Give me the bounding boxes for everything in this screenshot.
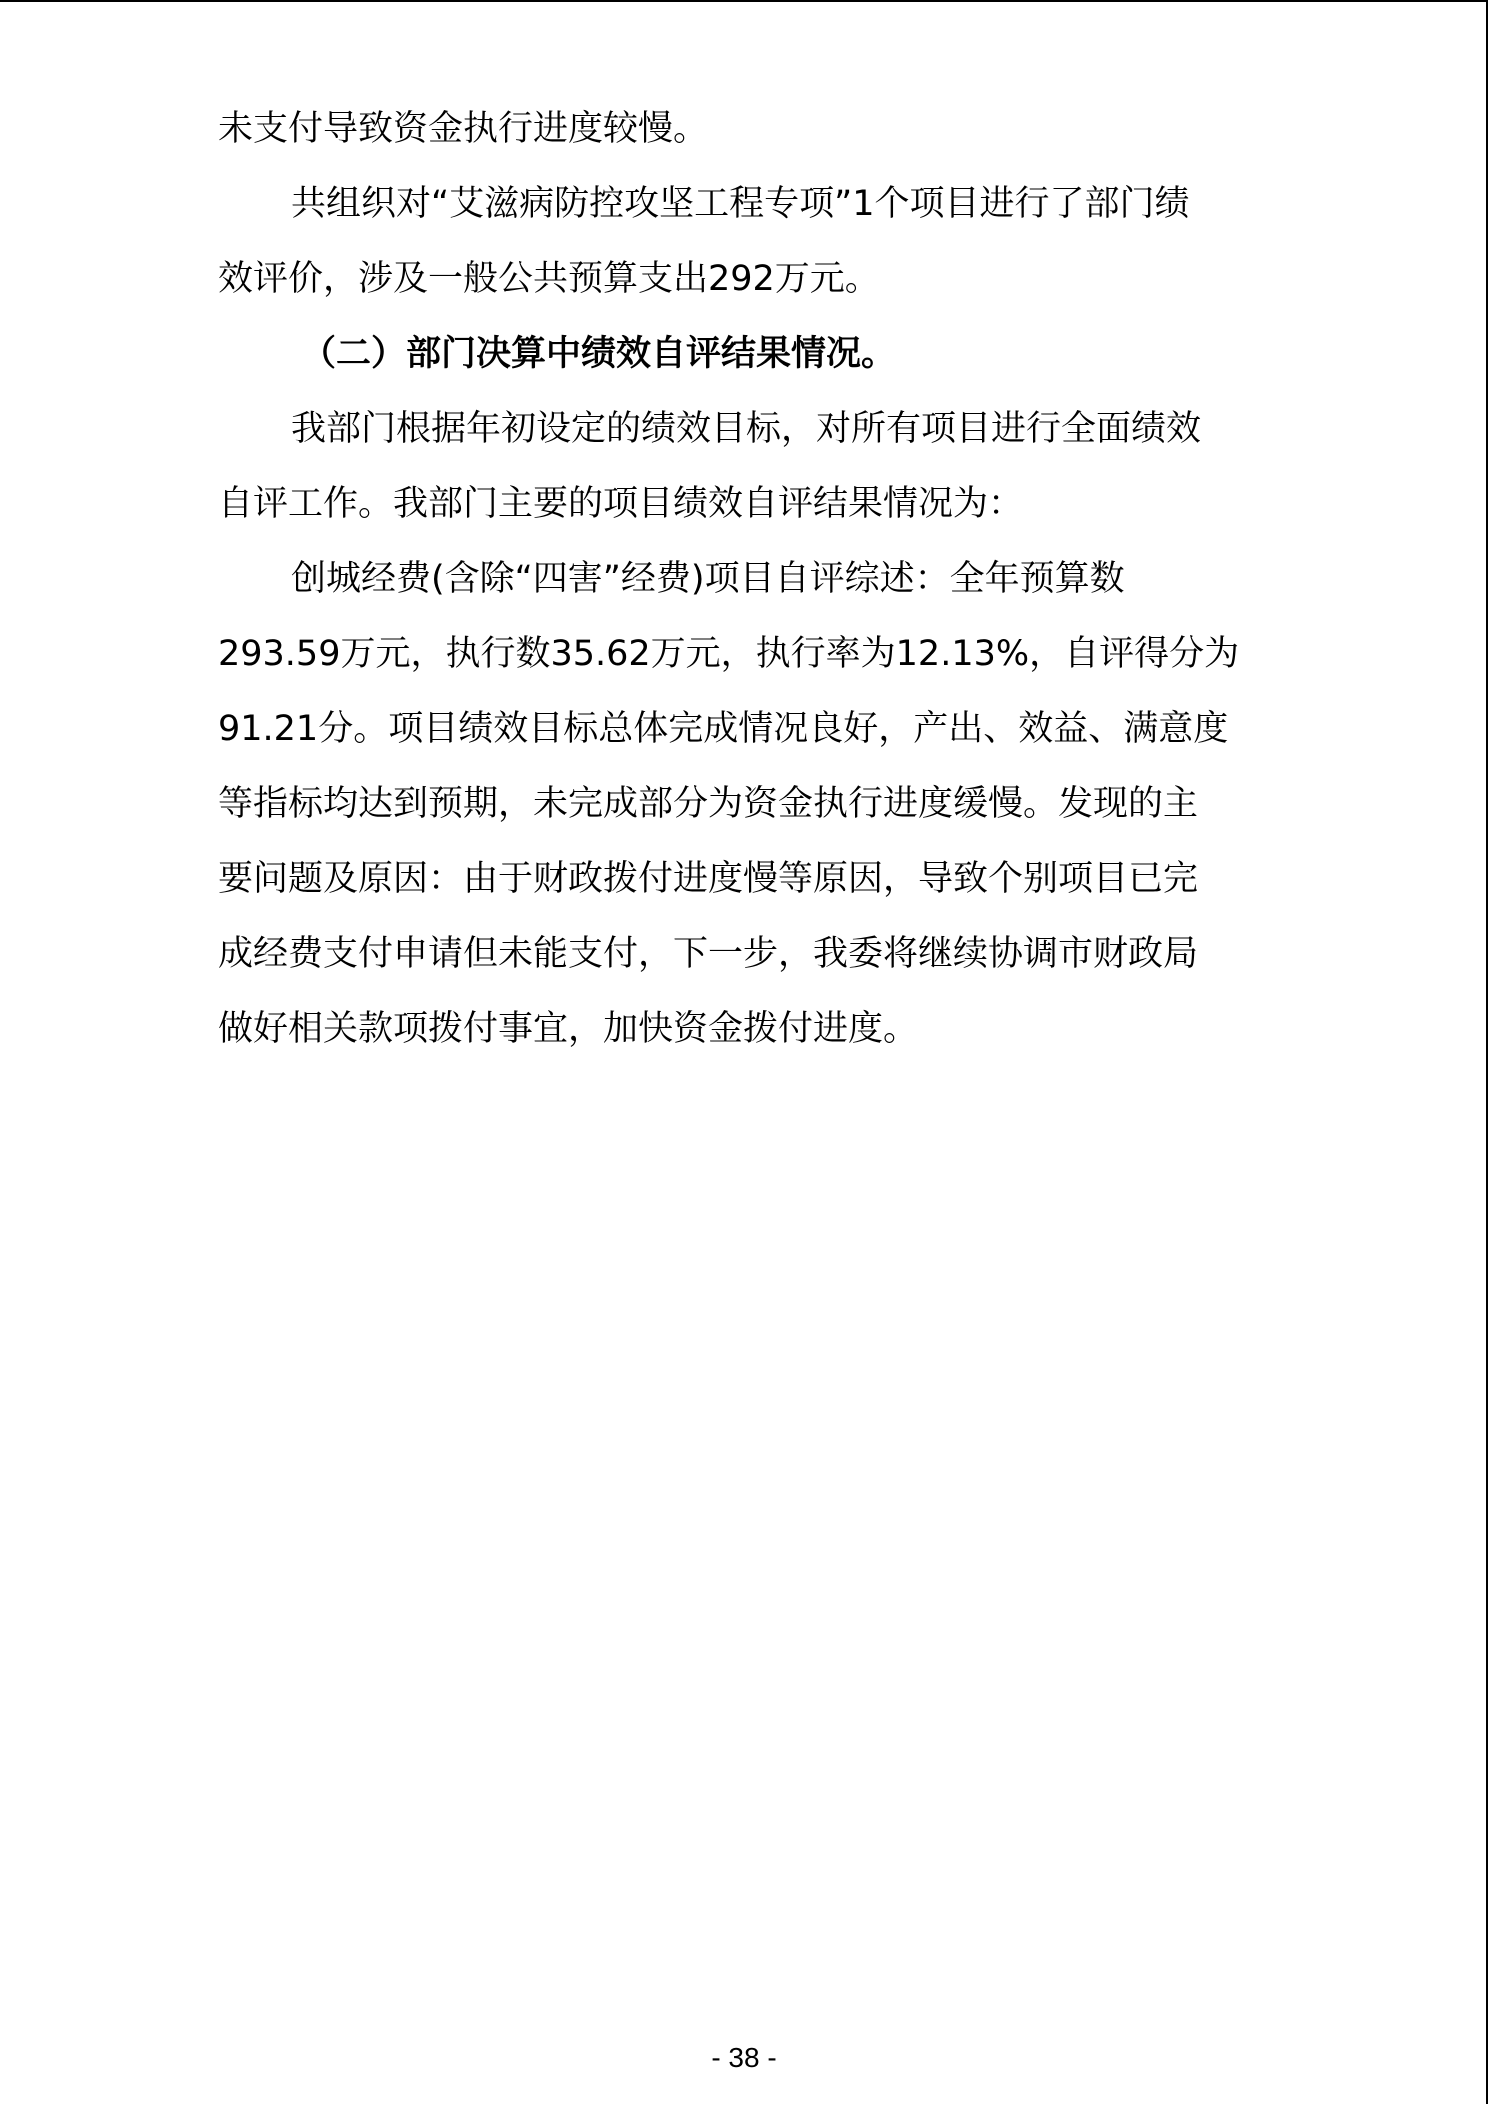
- body-line-3: 效评价，涉及一般公共预算支出292万元。: [218, 259, 880, 299]
- body-line-5: 我部门根据年初设定的绩效目标，对所有项目进行全面绩效: [291, 409, 1202, 449]
- body-line-2: 共组织对“艾滋病防控攻坚工程专项”1个项目进行了部门绩: [291, 184, 1190, 224]
- page-number: - 38 -: [711, 2042, 777, 2073]
- document-body: [218, 92, 1290, 1067]
- body-line-10: 等指标均达到预期，未完成部分为资金执行进度缓慢。发现的主: [218, 784, 1199, 824]
- section-heading: （二）部门决算中绩效自评结果情况。: [301, 334, 897, 374]
- body-line-13: 做好相关款项拨付事宜，加快资金拨付进度。: [218, 1009, 919, 1049]
- body-line-6: 自评工作。我部门主要的项目绩效自评结果情况为：: [218, 484, 1024, 524]
- body-line-8: 293.59万元，执行数35.62万元，执行率为12.13%，自评得分为: [218, 634, 1240, 674]
- body-line-11: 要问题及原因：由于财政拨付进度慢等原因，导致个别项目已完: [218, 859, 1199, 899]
- page-border-top: [0, 0, 1488, 2]
- body-line-1: 未支付导致资金执行进度较慢。: [218, 109, 709, 149]
- body-line-7: 创城经费(含除“四害”经费)项目自评综述：全年预算数: [291, 559, 1125, 599]
- body-line-9: 91.21分。项目绩效目标总体完成情况良好，产出、效益、满意度: [218, 709, 1229, 749]
- body-line-12: 成经费支付申请但未能支付，下一步，我委将继续协调市财政局: [218, 934, 1199, 974]
